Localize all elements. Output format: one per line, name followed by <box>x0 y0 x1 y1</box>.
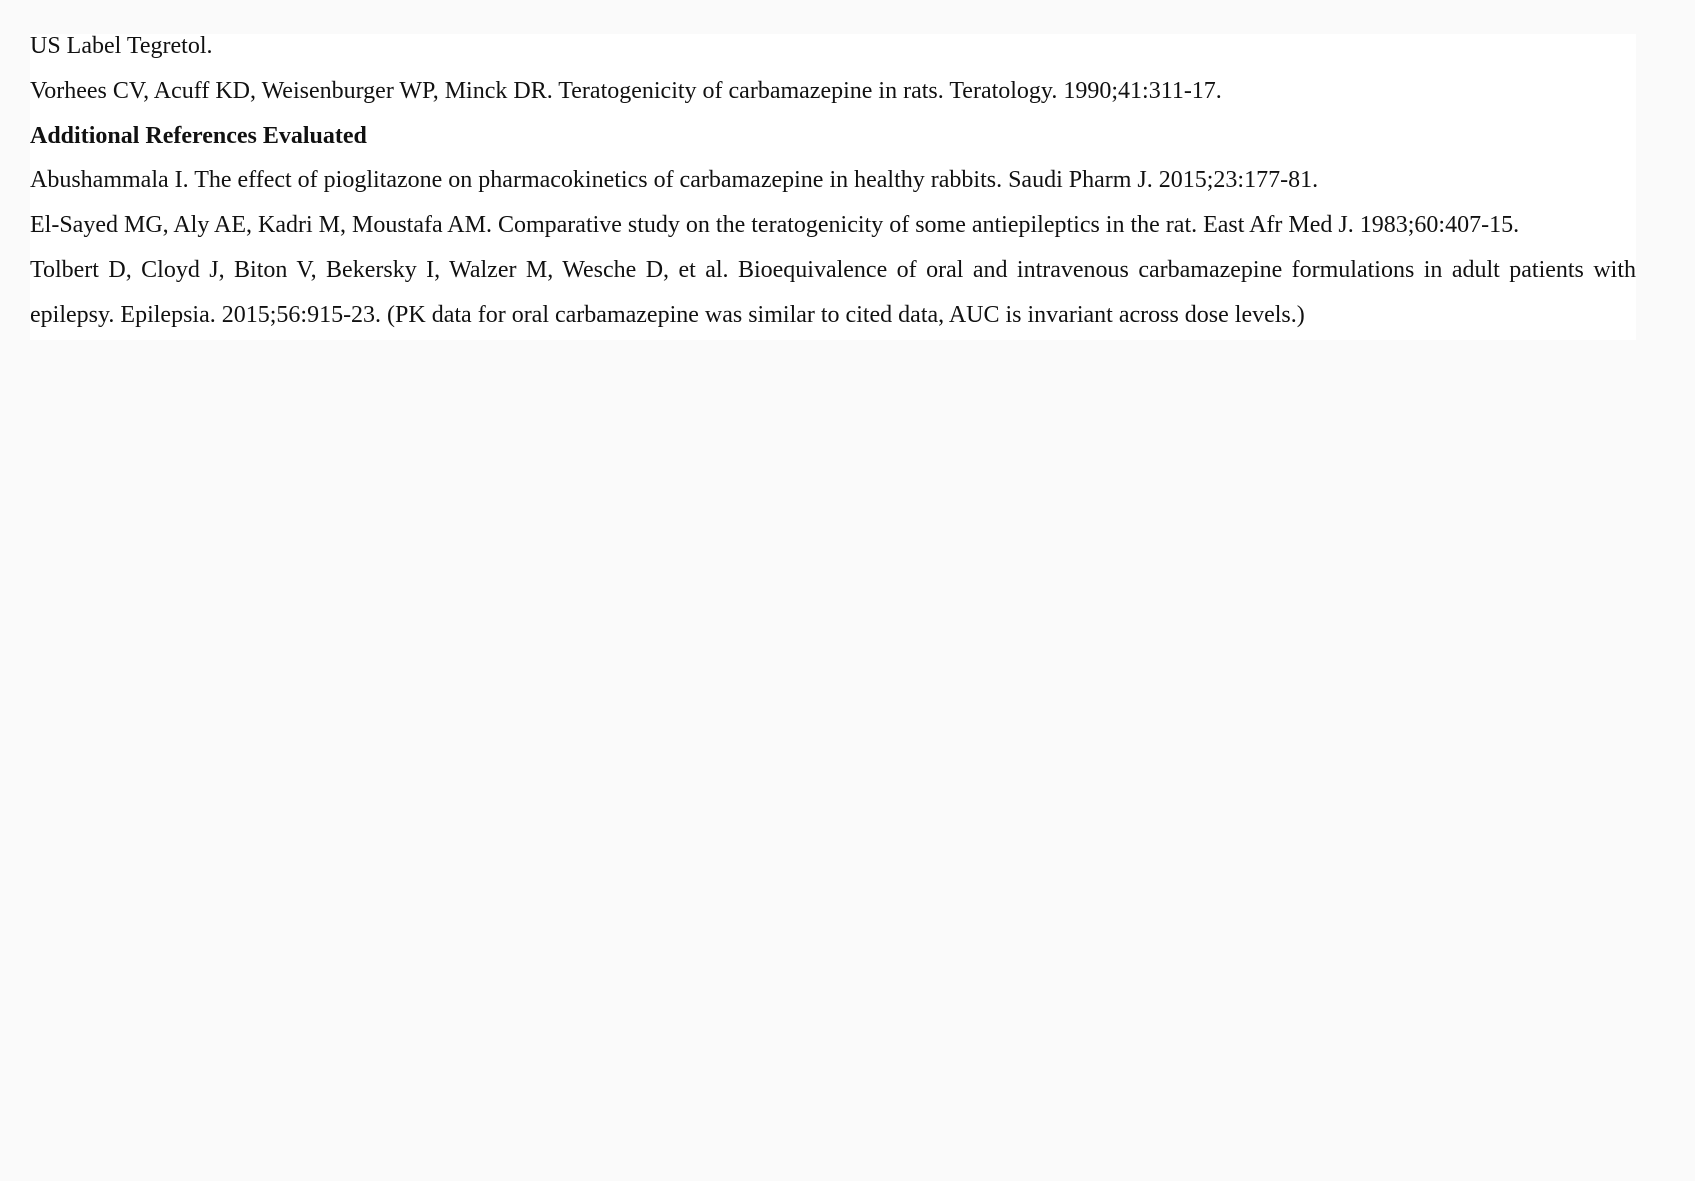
reference-item: Vorhees CV, Acuff KD, Weisenburger WP, Minck DR. Teratogenicity of carbamazepine in rats. Teratology. 1990;41:311-17. <box>30 77 1222 104</box>
reference-item: El-Sayed MG, Aly AE, Kadri M, Moustafa AM. Comparative study on the teratogenicity of some antiepileptics in the rat. East Afr Med J. 1983;60:407-15. <box>30 212 1520 239</box>
reference-item: Abushammala I. The effect of pioglitazone on pharmacokinetics of carbamazepine in healthy rabbits. Saudi Pharm J. 2015;23:177-81. <box>30 167 1319 194</box>
section-heading: Additional References Evaluated <box>30 122 367 149</box>
reference-item: US Label Tegretol. <box>30 33 213 59</box>
reference-list <box>30 34 1636 340</box>
reference-item: Tolbert D, Cloyd J, Biton V, Bekersky I, Walzer M, Wesche D, et al. Bioequivalence of oral and intravenous carbamazepine formulations in adult patients with epilepsy. Epilepsia. 2015;56:915-23. (PK data for oral carbamazepine was similar to cited data, AUC is invariant across dose levels.) <box>30 256 1636 328</box>
